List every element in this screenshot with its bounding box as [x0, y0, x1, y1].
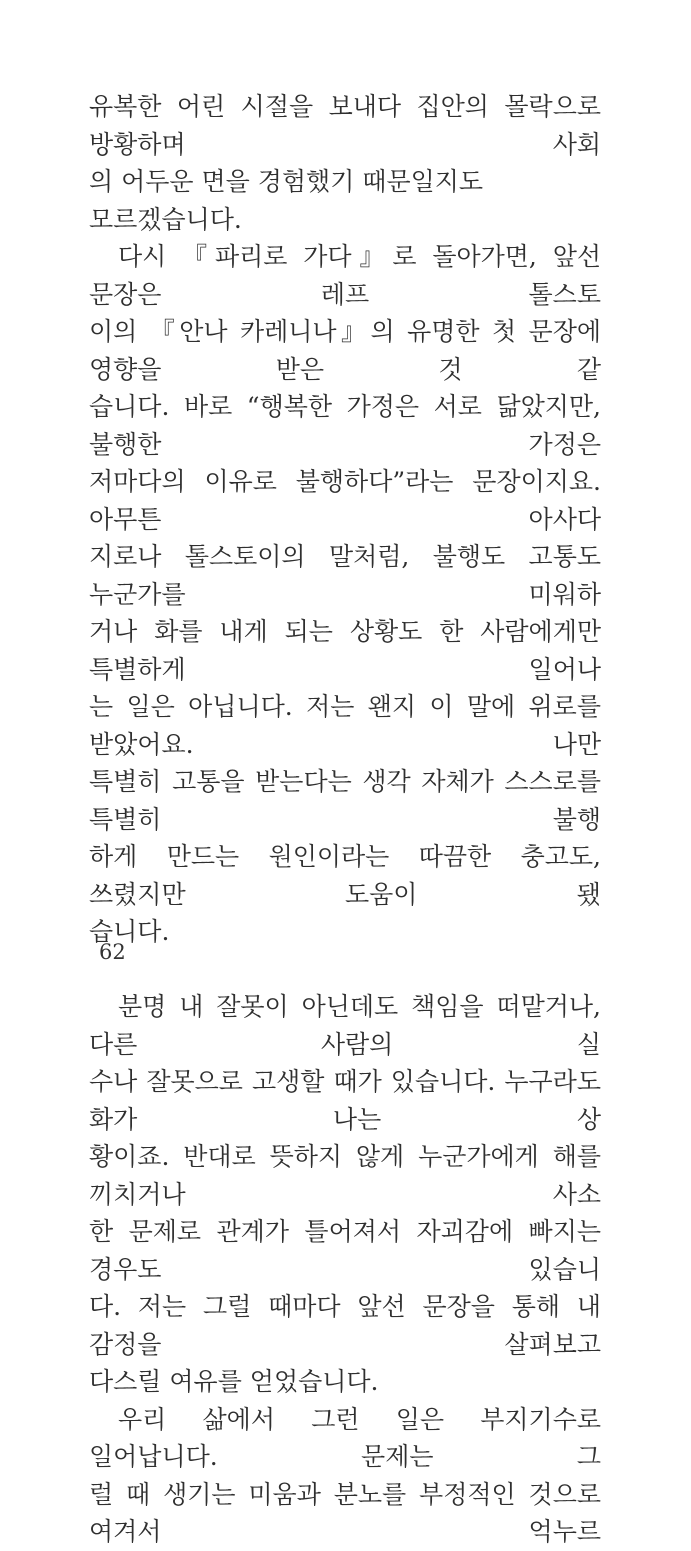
body-text: [89, 88, 601, 1551]
paragraph: [89, 88, 601, 238]
text-line: 는 일은 아닙니다. 저는 왠지 이 말에 위로를 받았어요. 나만: [89, 692, 601, 759]
text-line: 습니다.: [89, 917, 170, 946]
text-line: 다스릴 여유를 얻었습니다.: [89, 1367, 379, 1396]
text-line: 이의 『안나 카레니나』의 유명한 첫 문장에 영향을 받은 것 같: [89, 317, 601, 384]
text-line: 다. 저는 그럴 때마다 앞선 문장을 통해 내 감정을 살펴보고: [89, 1292, 601, 1359]
text-line: 한 문제로 관계가 틀어져서 자괴감에 빠지는 경우도 있습니: [89, 1217, 601, 1284]
text-line: 의 어두운 면을 경험했기 때문일지도 모르겠습니다.: [89, 167, 484, 234]
text-line: 지로나 톨스토이의 말처럼, 불행도 고통도 누군가를 미워하: [89, 542, 601, 609]
text-line: 저마다의 이유로 불행하다”라는 문장이지요. 아무튼 아사다: [89, 467, 601, 534]
text-line: 수나 잘못으로 고생할 때가 있습니다. 누구라도 화가 나는 상: [89, 1067, 601, 1134]
page-number: 62: [99, 940, 126, 964]
paragraph: [89, 988, 601, 1401]
text-line: 분명 내 잘못이 아닌데도 책임을 떠맡거나, 다른 사람의 실: [89, 992, 601, 1059]
text-line: 황이죠. 반대로 뜻하지 않게 누군가에게 해를 끼치거나 사소: [89, 1142, 601, 1209]
paragraph: [89, 238, 601, 951]
text-line: 거나 화를 내게 되는 상황도 한 사람에게만 특별하게 일어나: [89, 617, 601, 684]
text-line: 다시 『파리로 가다』로 돌아가면, 앞선 문장은 레프 톨스토: [89, 242, 601, 309]
text-line: 하게 만드는 원인이라는 따끔한 충고도, 쓰렸지만 도움이 됐: [89, 842, 601, 909]
text-line: 우리 삶에서 그런 일은 부지기수로 일어납니다. 문제는 그: [89, 1404, 601, 1471]
paragraph-spacer: [89, 951, 601, 989]
text-line: 습니다. 바로 “행복한 가정은 서로 닮았지만, 불행한 가정은: [89, 392, 601, 459]
text-line: 유복한 어린 시절을 보내다 집안의 몰락으로 방황하며 사회: [89, 92, 601, 159]
text-line: 럴 때 생기는 미움과 분노를 부정적인 것으로 여겨서 억누르: [89, 1479, 601, 1546]
paragraph: [89, 1401, 601, 1551]
text-line: 특별히 고통을 받는다는 생각 자체가 스스로를 특별히 불행: [89, 767, 601, 834]
